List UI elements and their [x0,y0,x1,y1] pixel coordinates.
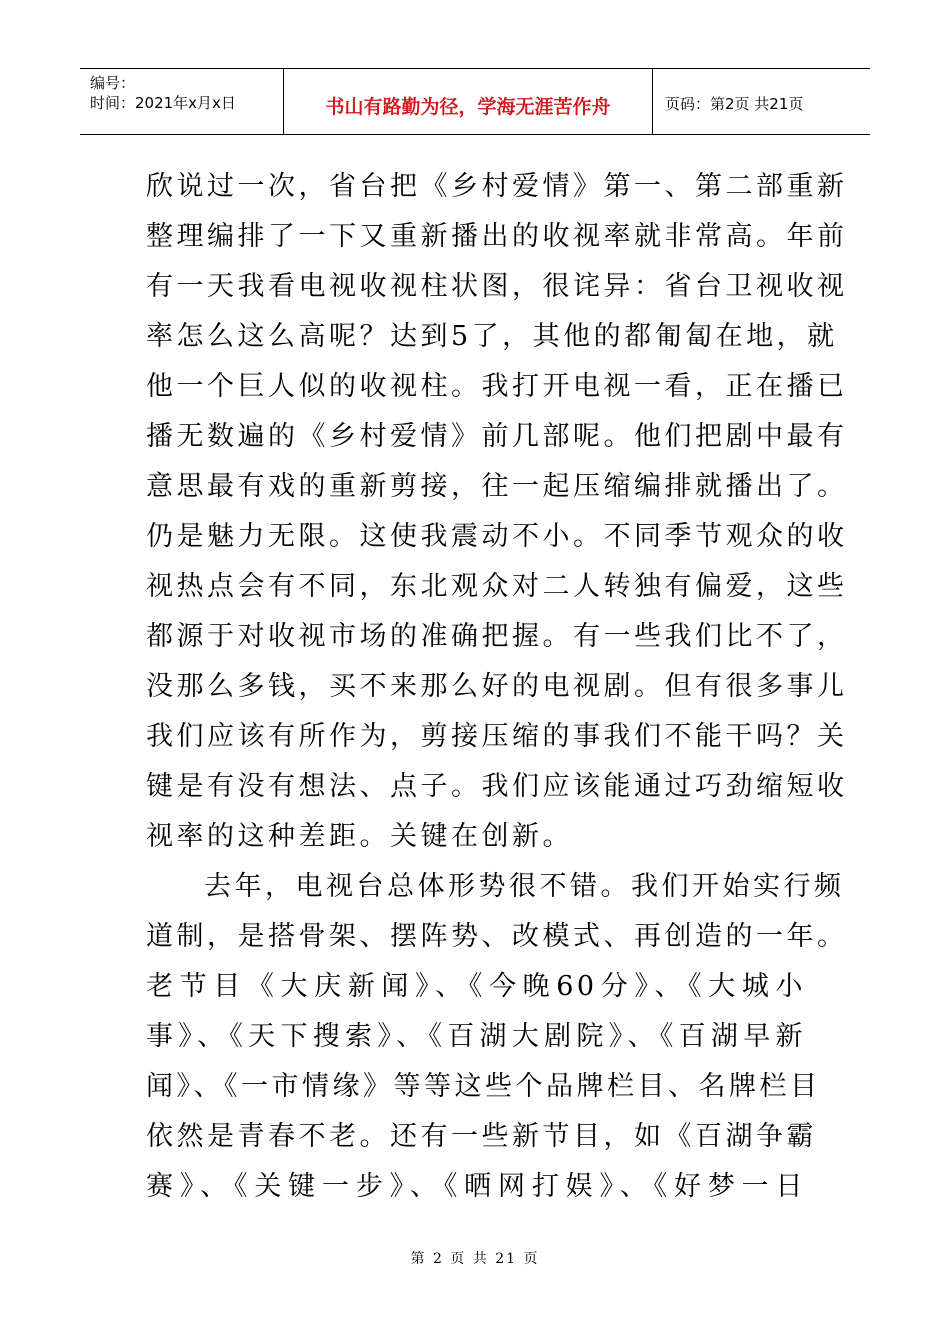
document-header [80,68,870,135]
text-line: 整理编排了一下又重新播出的收视率就非常高。年前 [146,221,848,252]
text-line: 我们应该有所作为，剪接压缩的事我们不能干吗？关 [146,721,848,752]
paragraph [146,862,848,1212]
header-motto: 书山有路勤为径，学海无涯苦作舟 [284,69,653,134]
document-time-label: 时间：2021年x月x日 [90,94,236,112]
text-line: 老节目《大庆新闻》、《今晚60分》、《大城小 [146,971,806,1002]
text-line: 赛》、《关键一步》、《晒网打娱》、《好梦一日 [146,1171,806,1202]
text-line: 率怎么这么高呢？达到5了，其他的都匍匐在地，就 [146,321,838,352]
text-line: 他一个巨人似的收视柱。我打开电视一看，正在播已 [146,371,848,402]
text-line: 视热点会有不同，东北观众对二人转独有偏爱，这些 [146,571,848,602]
text-line: 没那么多钱，买不来那么好的电视剧。但有很多事儿 [146,671,848,702]
text-line: 事》、《天下搜索》、《百湖大剧院》、《百湖早新 [146,1021,806,1052]
text-line: 欣说过一次，省台把《乡村爱情》第一、第二部重新 [146,171,848,202]
header-page-info: 页码：第2页 共21页 [665,95,804,113]
text-line: 有一天我看电视收视柱状图，很诧异：省台卫视收视 [146,271,848,302]
paragraph [146,162,848,862]
text-line: 道制，是搭骨架、摆阵势、改模式、再创造的一年。 [146,921,848,952]
text-line: 键是有没有想法、点子。我们应该能通过巧劲缩短收 [146,771,848,802]
text-line: 去年，电视台总体形势很不错。我们开始实行频 [204,871,845,902]
text-line: 都源于对收视市场的准确把握。有一些我们比不了， [146,621,848,652]
header-meta-cell [80,69,284,134]
document-body [146,162,848,1212]
text-line: 闻》、《一市情缘》等等这些个品牌栏目、名牌栏目 [146,1071,821,1102]
document-number-label: 编号： [90,74,136,92]
text-line: 仍是魅力无限。这使我震动不小。不同季节观众的收 [146,521,848,552]
page-footer: 第 2 页 共 21 页 [410,1251,540,1267]
text-line: 播无数遍的《乡村爱情》前几部呢。他们把剧中最有 [146,421,848,452]
text-line: 意思最有戏的重新剪接，往一起压缩编排就播出了。 [146,471,848,502]
text-line: 视率的这种差距。关键在创新。 [146,821,573,852]
text-line: 依然是青春不老。还有一些新节目，如《百湖争霸 [146,1121,817,1152]
